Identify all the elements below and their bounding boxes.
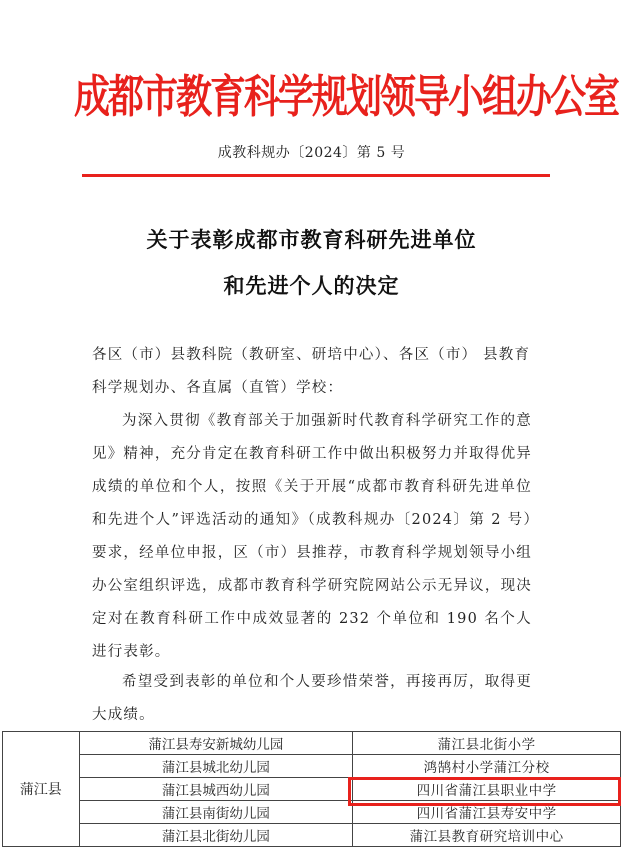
unit-cell: 蒲江县寿安新城幼儿园	[79, 732, 353, 755]
red-header-rule	[82, 174, 550, 177]
unit-cell: 蒲江县北街幼儿园	[79, 824, 353, 847]
unit-cell: 鸿鹄村小学蒲江分校	[353, 755, 621, 778]
body-paragraph-2: 希望受到表彰的单位和个人要珍惜荣誉，再接再厉，取得更大成绩。	[92, 674, 532, 723]
table-row	[3, 732, 621, 755]
unit-cell: 蒲江县教育研究培训中心	[353, 824, 621, 847]
highlighted-unit-cell: 四川省蒲江县职业中学	[353, 778, 621, 801]
issuing-office-title: 成都市教育科学规划领导小组办公室	[74, 70, 619, 124]
table-row	[3, 755, 621, 778]
document-number: 成教科规办〔2024〕第 5 号	[217, 145, 406, 161]
body-paragraph-1: 为深入贯彻《教育部关于加强新时代教育科学研究工作的意见》精神，充分肯定在教育科研工作中做出积极努力并取得优异成绩的单位和个人，按照《关于开展“成都市教育科研先进单位和先进个人”评选活动的通知》（成教科规办〔2024〕第 2 号）要求，经单位申报，区（市）县推荐，市教育科学规划领导小组办公室组织评选，成都市教育科学研究院网站公示无异议，现决定对在教育科研工作中成效显著的 232 个单位和 190 名个人进行表彰。	[92, 413, 532, 660]
unit-cell: 四川省蒲江县寿安中学	[353, 801, 621, 824]
unit-cell: 蒲江县城北幼儿园	[79, 755, 353, 778]
highlight-annotation-box	[348, 777, 621, 806]
decision-title-line-1: 关于表彰成都市教育科研先进单位	[146, 227, 477, 252]
county-cell: 蒲江县	[3, 732, 80, 847]
unit-cell: 蒲江县城西幼儿园	[79, 778, 353, 801]
table-row	[3, 824, 621, 847]
addressee-paragraph: 各区（市）县教科院（教研室、研培中心）、各区（市） 县教育科学规划办、各直属（直管）学校：	[92, 347, 531, 396]
decision-title-line-2: 和先进个人的决定	[223, 273, 400, 298]
unit-cell: 蒲江县北街小学	[353, 732, 621, 755]
unit-cell: 蒲江县南街幼儿园	[79, 801, 353, 824]
